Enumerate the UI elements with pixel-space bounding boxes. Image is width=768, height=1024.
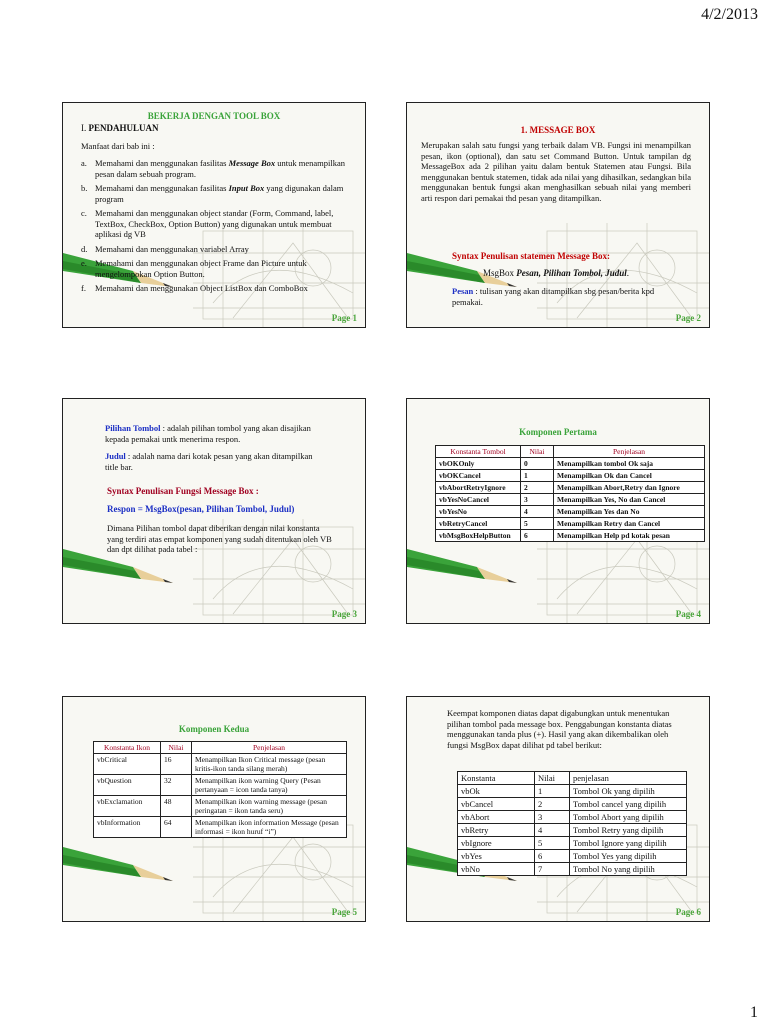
table-row	[436, 506, 705, 518]
slide-2-body: Merupakan salah satu fungsi yang terbaik dalam VB. Fungsi ini menampilkan pesan, ikon (optional), dan satu set Command Button. Untuk tampilan dg MessageBox ada 2 pilihan yaitu dalam bentuk Statemen atau Fungsi. Bila menggunakan bentuk statemen, tidak ada nilai yang dihasilkan, sedangkan bila menggunakan bentuk fungsi akan menghasilkan sebuah nilai yang memberi arti respon dari pemakai thd pesan yang ditampilkan.	[421, 140, 691, 203]
table-row	[458, 798, 687, 811]
cell-nilai: 32	[161, 775, 192, 796]
cell-penjelasan: Menampilkan Ikon Critical message (pesan kritis-ikon tanda silang merah)	[192, 754, 347, 775]
komponen-kedua-table	[93, 741, 347, 838]
benefit-item-text: Memahami dan menggunakan fasilitas	[95, 183, 229, 193]
return-value-table	[457, 771, 687, 876]
benefit-item	[81, 183, 353, 204]
benefit-item-emphasis: Message Box	[228, 158, 276, 168]
section-number: I.	[81, 123, 87, 133]
slide-2	[406, 102, 710, 328]
cell-penjelasan: Tombol Retry yang dipilih	[570, 824, 687, 837]
slide-5-title: Komponen Kedua	[178, 724, 250, 734]
syntax-end: .	[626, 268, 629, 278]
cell-konstanta: vbYesNoCancel	[436, 494, 521, 506]
slide-3	[62, 398, 366, 624]
table-row	[94, 817, 347, 838]
cell-nilai: 6	[535, 850, 570, 863]
cell-konstanta: vbInformation	[94, 817, 161, 838]
benefit-item-text-end: untuk menampilkan pesan dalam sebuah program.	[95, 158, 346, 179]
benefit-item	[81, 208, 353, 240]
slide-6-body: Keempat komponen diatas dapat digabungkan untuk menentukan pilihan tombol pada message box. Penggabungan konstanta diatas menggunakan tanda plus (+). Hasil yang akan dikembalikan oleh fungsi MsgBox dapat dilihat pd tabel berikut:	[447, 708, 672, 750]
judul-definition	[105, 451, 325, 472]
slide-6	[406, 696, 710, 922]
slide-2-syntax-title: Syntax Penulisan statemen Message Box:	[452, 251, 610, 261]
table-row	[458, 850, 687, 863]
cell-nilai: 3	[521, 494, 554, 506]
cell-konstanta: vbRetryCancel	[436, 518, 521, 530]
benefit-item-text: Memahami dan menggunakan object Frame dan Picture untuk mengelompokan Option Button.	[95, 258, 307, 279]
table-row	[458, 837, 687, 850]
cell-nilai: 5	[521, 518, 554, 530]
cell-penjelasan: Menampilkan Yes dan No	[554, 506, 705, 518]
cell-nilai: 4	[521, 506, 554, 518]
slide-5-page: Page 5	[331, 907, 357, 917]
cell-penjelasan: Menampilkan Yes, No dan Cancel	[554, 494, 705, 506]
benefit-item-text: Memahami dan menggunakan object standar (Form, Command, label, TextBox, CheckBox, Option Button) yang digunakan untuk membuat aplikasi dg VB	[95, 208, 334, 239]
slide-4-title: Komponen Pertama	[519, 427, 597, 437]
table-row	[94, 775, 347, 796]
table-header-row	[436, 446, 705, 458]
header-penjelasan: Penjelasan	[554, 446, 705, 458]
slide-5	[62, 696, 366, 922]
benefit-item-text: Memahami dan menggunakan fasilitas	[95, 158, 229, 168]
header-nilai: Nilai	[535, 772, 570, 785]
table-row	[436, 470, 705, 482]
cell-konstanta: vbRetry	[458, 824, 535, 837]
pilihan-label: Pilihan Tombol	[105, 423, 161, 433]
slide-3-body: Dimana Pilihan tombol dapat diberikan dengan nilai konstanta yang terdiri atas empat komponen yang sudah ditentukan oleh VB dan dpt dilihat pada tabel :	[107, 523, 332, 554]
table-row	[436, 458, 705, 470]
cell-penjelasan: Tombol Yes yang dipilih	[570, 850, 687, 863]
cell-konstanta: vbCancel	[458, 798, 535, 811]
pesan-text: : tulisan yang akan ditampilkan sbg pesan/berita kpd pemakai.	[452, 286, 655, 307]
table-row	[458, 824, 687, 837]
section-title: PENDAHULUAN	[88, 123, 159, 133]
benefit-item-text: Memahami dan menggunakan variabel Array	[95, 243, 249, 254]
cell-konstanta: vbIgnore	[458, 837, 535, 850]
cell-nilai: 5	[535, 837, 570, 850]
slide-3-syntax-title: Syntax Penulisan Fungsi Message Box :	[107, 486, 259, 496]
respon-syntax: Respon = MsgBox(pesan, Pilihan Tombol, Judul)	[107, 504, 295, 514]
table-header-row	[94, 742, 347, 754]
cell-penjelasan: Tombol Abort yang dipilih	[570, 811, 687, 824]
syntax-keyword: MsgBox	[483, 268, 517, 278]
cell-penjelasan: Menampilkan ikon warning Query (Pesan pertanyaan = icon tanda tanya)	[192, 775, 347, 796]
cell-nilai: 2	[521, 482, 554, 494]
cell-konstanta: vbMsgBoxHelpButton	[436, 530, 521, 542]
pilihan-definition	[105, 423, 325, 444]
cell-penjelasan: Menampilkan Ok dan Cancel	[554, 470, 705, 482]
print-date: 4/2/2013	[701, 6, 758, 23]
cell-konstanta: vbAbortRetryIgnore	[436, 482, 521, 494]
cell-nilai: 2	[535, 798, 570, 811]
syntax-params: Pesan, Pilihan Tombol, Judul	[516, 268, 627, 278]
cell-penjelasan: Tombol Ignore yang dipilih	[570, 837, 687, 850]
benefit-list	[81, 158, 353, 298]
slide-2-title: 1. MESSAGE BOX	[520, 125, 596, 135]
cell-penjelasan: Menampilkan ikon information Message (pesan informasi = ikon huruf “i”)	[192, 817, 347, 838]
cell-nilai: 16	[161, 754, 192, 775]
cell-konstanta: vbAbort	[458, 811, 535, 824]
cell-konstanta: vbOKCancel	[436, 470, 521, 482]
cell-konstanta: vbExclamation	[94, 796, 161, 817]
table-row	[94, 754, 347, 775]
header-penjelasan: penjelasan	[570, 772, 687, 785]
cell-konstanta: vbYesNo	[436, 506, 521, 518]
cell-penjelasan: Tombol Ok yang dipilih	[570, 785, 687, 798]
benefit-item	[81, 244, 353, 255]
cell-konstanta: vbNo	[458, 863, 535, 876]
cell-penjelasan: Tombol No yang dipilih	[570, 863, 687, 876]
table-row	[94, 796, 347, 817]
cell-konstanta: vbYes	[458, 850, 535, 863]
cell-nilai: 6	[521, 530, 554, 542]
benefit-item	[81, 158, 353, 179]
table-row	[436, 482, 705, 494]
cell-konstanta: vbOKOnly	[436, 458, 521, 470]
slide-1-intro: Manfaat dari bab ini :	[81, 141, 155, 151]
slide-1-title: BEKERJA DENGAN TOOL BOX	[147, 111, 281, 121]
cell-nilai: 4	[535, 824, 570, 837]
benefit-item-text-end: yang digunakan dalam program	[95, 183, 344, 204]
benefit-item-label: f.	[81, 283, 86, 293]
benefit-item	[81, 283, 353, 294]
cell-konstanta: vbQuestion	[94, 775, 161, 796]
header-konstanta: Konstanta Tombol	[436, 446, 521, 458]
header-penjelasan: Penjelasan	[192, 742, 347, 754]
komponen-pertama-table	[435, 445, 705, 542]
table-row	[458, 811, 687, 824]
slide-3-page: Page 3	[331, 609, 357, 619]
slide-1	[62, 102, 366, 328]
table-row	[458, 785, 687, 798]
table-row	[436, 518, 705, 530]
header-konstanta: Konstanta	[458, 772, 535, 785]
cell-konstanta: vbOk	[458, 785, 535, 798]
header-nilai: Nilai	[161, 742, 192, 754]
cell-penjelasan: Menampilkan tombol Ok saja	[554, 458, 705, 470]
cell-konstanta: vbCritical	[94, 754, 161, 775]
cell-penjelasan: Menampilkan Help pd kotak pesan	[554, 530, 705, 542]
table-header-row	[458, 772, 687, 785]
cell-nilai: 0	[521, 458, 554, 470]
judul-label: Judul	[105, 451, 126, 461]
cell-nilai: 64	[161, 817, 192, 838]
slide-2-page: Page 2	[675, 313, 701, 323]
cell-penjelasan: Menampilkan Retry dan Cancel	[554, 518, 705, 530]
table-row	[458, 863, 687, 876]
pilihan-text: : adalah pilihan tombol yang akan disajikan kepada pemakai untk menerima respon.	[105, 423, 311, 444]
cell-nilai: 7	[535, 863, 570, 876]
cell-nilai: 1	[535, 785, 570, 798]
slide-4	[406, 398, 710, 624]
slide-1-page: Page 1	[331, 313, 357, 323]
cell-nilai: 48	[161, 796, 192, 817]
benefit-item	[81, 258, 353, 279]
cell-penjelasan: Menampilkan Abort,Retry dan Ignore	[554, 482, 705, 494]
table-row	[436, 494, 705, 506]
benefit-item-label: d.	[81, 243, 88, 254]
slide-6-page: Page 6	[675, 907, 701, 917]
table-row	[436, 530, 705, 542]
cell-penjelasan: Tombol cancel yang dipilih	[570, 798, 687, 811]
judul-text: : adalah nama dari kotak pesan yang akan ditampilkan title bar.	[105, 451, 313, 472]
benefit-item-label: c.	[81, 208, 87, 218]
slide-1-section	[81, 123, 159, 134]
pesan-label: Pesan	[452, 286, 474, 296]
slide-4-page: Page 4	[675, 609, 701, 619]
syntax-statement	[483, 268, 629, 279]
benefit-item-label: b.	[81, 183, 88, 193]
cell-nilai: 1	[521, 470, 554, 482]
header-nilai: Nilai	[521, 446, 554, 458]
header-konstanta: Konstanta Ikon	[94, 742, 161, 754]
benefit-item-label: e.	[81, 258, 87, 268]
benefit-item-text: Memahami dan menggunakan Object ListBox dan ComboBox	[95, 283, 308, 293]
cell-nilai: 3	[535, 811, 570, 824]
sheet-page-number: 1	[750, 1004, 758, 1021]
cell-penjelasan: Menampilkan ikon warning message (pesan peringatan = ikon tanda seru)	[192, 796, 347, 817]
benefit-item-emphasis: Input Box	[228, 183, 265, 193]
pesan-definition	[452, 286, 682, 307]
benefit-item-label: a.	[81, 158, 87, 168]
